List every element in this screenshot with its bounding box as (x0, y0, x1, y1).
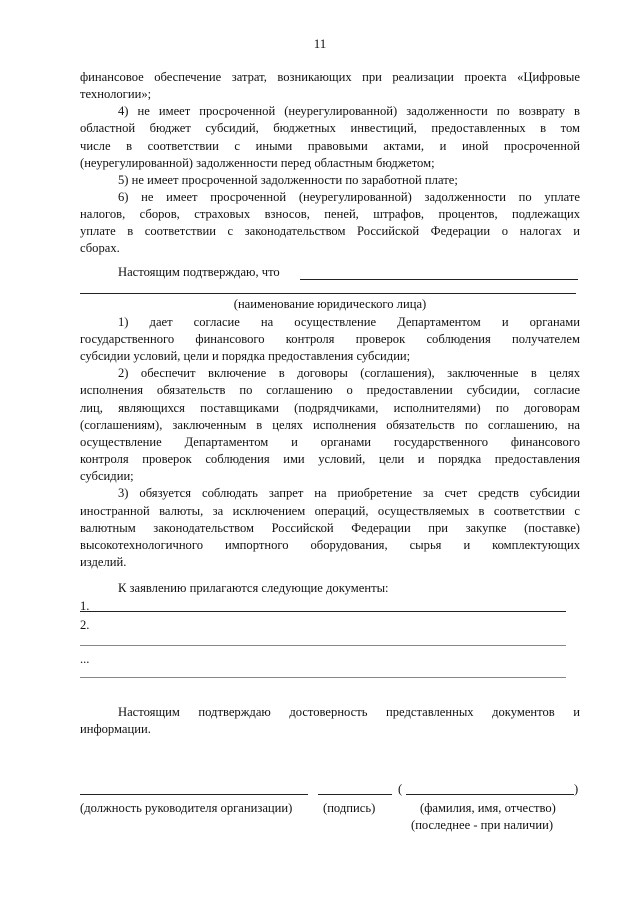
close-paren: ) (574, 782, 579, 796)
signature-blank[interactable] (318, 794, 392, 795)
text-line: областной бюджет субсидий, бюджетных инвестиций, предоставленных в том (80, 121, 580, 135)
attachment-item-2: 2. (80, 618, 90, 632)
attachment-blank-1[interactable] (80, 611, 566, 612)
text-line: 2) обеспечит включение в договоры (соглашения), заключенные в целях (118, 366, 580, 380)
text-line: государственного финансового контроля проверок соблюдения получателем (80, 332, 580, 346)
text-line: технологии»; (80, 87, 152, 101)
entity-name-blank[interactable] (300, 279, 578, 280)
text-line: сборах. (80, 241, 120, 255)
text-line: контроля проверок соблюдения ими условий, цели и порядка предоставления (80, 452, 580, 466)
entity-caption: (наименование юридического лица) (233, 297, 427, 311)
position-caption: (должность руководителя организации) (80, 801, 293, 815)
text-line: (соглашениям), заключенным в целях исполнения обязательств по соглашению, на (80, 418, 580, 432)
text-line: 1) дает согласие на осуществление Департаментом и органами (118, 315, 580, 329)
text-line: Настоящим подтверждаю достоверность представленных документов и (118, 705, 580, 719)
text-line: (неурегулированной) задолженности перед областным бюджетом; (80, 156, 435, 170)
attachments-label: К заявлению прилагаются следующие документы: (118, 581, 389, 595)
text-line: лиц, являющихся поставщиками (подрядчиками, исполнителями) по договорам (80, 401, 580, 415)
open-paren: ( (398, 782, 403, 796)
text-line: иностранной валюты, за исключением операций, осуществляемых в соответствии с (80, 504, 580, 518)
text-line: налогов, сборов, страховых взносов, пеней, штрафов, процентов, подлежащих (80, 207, 580, 221)
position-blank[interactable] (80, 794, 308, 795)
text-line: 5) не имеет просроченной задолженности по заработной плате; (118, 173, 458, 187)
text-line: субсидии условий, цели и порядка предоставления субсидии; (80, 349, 411, 363)
text-line: осуществление Департаментом и органами государственного финансового (80, 435, 580, 449)
text-line: информации. (80, 722, 151, 736)
entity-name-blank-2[interactable] (80, 293, 576, 294)
text-line: субсидии; (80, 469, 134, 483)
name-caption: (фамилия, имя, отчество) (420, 801, 556, 815)
text-line: валютным законодательством Российской Федерации при закупке (поставке) (80, 521, 580, 535)
text-line: 3) обязуется соблюдать запрет на приобретение за счет средств субсидии (118, 486, 580, 500)
name-note: (последнее - при наличии) (411, 818, 554, 832)
page-number: 11 (313, 36, 327, 51)
name-blank[interactable] (406, 794, 574, 795)
text-line: 6) не имеет просроченной (неурегулированной) задолженности по уплате (118, 190, 580, 204)
text-line: числе в соответствии с иными правовыми актами, и иной просроченной (80, 139, 580, 153)
confirm-label: Настоящим подтверждаю, что (118, 265, 280, 279)
text-line: изделий. (80, 555, 127, 569)
attachment-item-more: ... (80, 652, 90, 666)
text-line: исполнения обязательств по соглашению о предоставлении субсидии, согласие (80, 383, 580, 397)
signature-caption: (подпись) (323, 801, 376, 815)
text-line: высокотехнологичного импортного оборудования, сырья и комплектующих (80, 538, 580, 552)
text-line: уплате в соответствии с законодательством Российской Федерации о налогах и (80, 224, 580, 238)
text-line: финансовое обеспечение затрат, возникающих при реализации проекта «Цифровые (80, 70, 580, 84)
attachment-blank-3[interactable] (80, 677, 566, 678)
text-line: 4) не имеет просроченной (неурегулированной) задолженности по возврату в (118, 104, 580, 118)
attachment-item-1: 1. (80, 599, 90, 613)
attachment-blank-2[interactable] (80, 645, 566, 646)
